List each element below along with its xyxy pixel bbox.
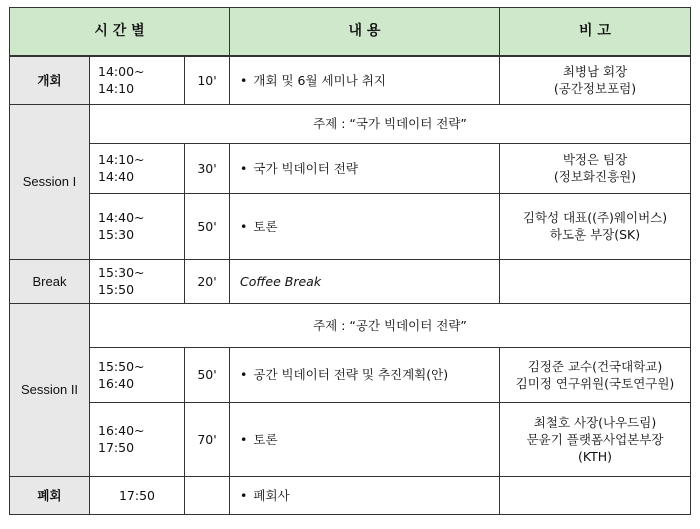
session1-r1-note <box>500 143 691 193</box>
session1-r1-time: 14:10~ 14:40 <box>90 143 185 193</box>
session1-r1-note-line1: 박정은 팀장 <box>562 152 628 167</box>
session2-r2-note-line1: 최철호 사장(나우드림) <box>533 414 657 430</box>
session2-topic-row <box>10 303 691 347</box>
opening-note-line1: 최병남 회장 <box>562 64 628 80</box>
session1-r2-note-line2: 하도훈 부장(SK) <box>549 227 641 242</box>
session2-r2-duration: 70' <box>185 402 230 476</box>
header-row <box>10 8 691 57</box>
session2-r1-note <box>500 347 691 402</box>
opening-label: 개회 <box>10 56 90 104</box>
opening-row <box>10 56 691 104</box>
session1-row1 <box>10 143 691 193</box>
session1-r2-time: 14:40~ 15:30 <box>90 193 185 259</box>
closing-note <box>500 476 691 514</box>
session2-row2 <box>10 402 691 476</box>
session2-r2-note-line3: (KTH) <box>577 448 612 464</box>
session2-r2-content <box>230 402 500 476</box>
break-row <box>10 259 691 303</box>
opening-duration: 10' <box>185 56 230 104</box>
session1-row2 <box>10 193 691 259</box>
content-column-header: 내 용 <box>230 8 500 57</box>
session2-r1-note-line1: 김정준 교수(건국대학교) <box>527 358 663 374</box>
closing-duration <box>185 476 230 514</box>
bullet: • <box>240 218 248 234</box>
session1-topic-row <box>10 104 691 143</box>
session1-r1-content-text: 국가 빅데이터 전략 <box>253 160 358 176</box>
session2-r1-note-line2: 김미정 연구위원(국토연구원) <box>515 375 675 391</box>
session1-r1-content <box>230 143 500 193</box>
session1-r2-content-text: 토론 <box>253 218 278 234</box>
break-note <box>500 259 691 303</box>
bullet: • <box>240 72 248 88</box>
session2-r1-content <box>230 347 500 402</box>
opening-content-text: 개회 및 6월 세미나 취지 <box>253 72 386 88</box>
session1-r2-note <box>500 193 691 259</box>
closing-time: 17:50 <box>90 476 185 514</box>
session2-r1-time: 15:50~ 16:40 <box>90 347 185 402</box>
time-column-header: 시 간 별 <box>10 8 230 57</box>
session1-label: Session I <box>10 104 90 259</box>
session1-r2-content <box>230 193 500 259</box>
opening-note-line2: (공간정보포럼) <box>553 81 637 97</box>
note-column-header: 비 고 <box>500 8 691 57</box>
session2-r2-note-line2: 문윤기 플랫폼사업본부장 <box>526 431 664 447</box>
session2-row1 <box>10 347 691 402</box>
opening-note <box>500 56 691 104</box>
bullet: • <box>240 160 248 176</box>
session2-label: Session II <box>10 303 90 476</box>
closing-content-text: 폐회사 <box>253 487 290 503</box>
closing-row <box>10 476 691 514</box>
session2-r2-note <box>500 402 691 476</box>
session1-topic: 주제 : “국가 빅데이터 전략” <box>90 104 691 143</box>
session2-topic: 주제 : “공간 빅데이터 전략” <box>90 303 691 347</box>
session1-r1-note-line2: (정보화진흥원) <box>553 169 637 184</box>
break-label: Break <box>10 259 90 303</box>
session2-r2-time: 16:40~ 17:50 <box>90 402 185 476</box>
session2-r1-duration: 50' <box>185 347 230 402</box>
session2-r2-content-text: 토론 <box>253 431 278 447</box>
session1-r2-duration: 50' <box>185 193 230 259</box>
break-time: 15:30~ 15:50 <box>90 259 185 303</box>
break-content: Coffee Break <box>230 259 500 303</box>
closing-content <box>230 476 500 514</box>
bullet: • <box>240 367 248 382</box>
bullet: • <box>240 487 248 503</box>
break-duration: 20' <box>185 259 230 303</box>
session1-r2-note-line1: 김학성 대표((주)웨이버스) <box>522 210 668 225</box>
closing-label: 폐회 <box>10 476 90 514</box>
bullet: • <box>240 431 248 447</box>
session1-r1-duration: 30' <box>185 143 230 193</box>
opening-time: 14:00~ 14:10 <box>90 56 185 104</box>
schedule-table <box>9 7 691 515</box>
opening-content <box>230 56 500 104</box>
session2-r1-content-text: 공간 빅데이터 전략 및 추진계획(안) <box>253 367 449 382</box>
